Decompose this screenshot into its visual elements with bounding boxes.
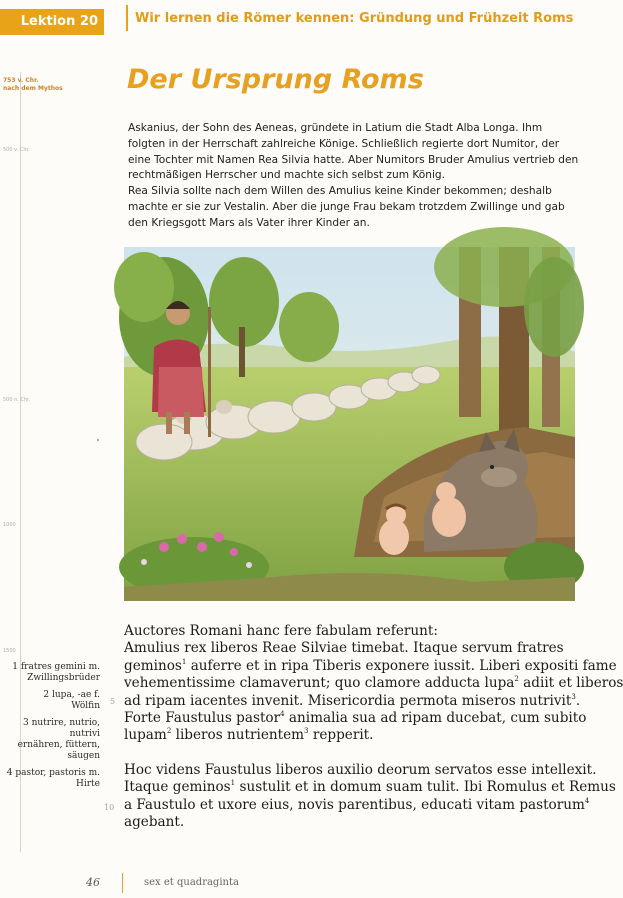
latin-text <box>124 623 623 831</box>
latin-line: Itaque geminos$^1$ sustulit et in domum suam tulit. Ibi Romulus et Remus <box>124 779 616 796</box>
header-divider <box>126 5 128 31</box>
footnote-marker: 2 <box>166 727 172 736</box>
latin-line: Hoc videns Faustulus liberos auxilio deorum servatos esse intellexit. <box>124 761 597 778</box>
footnote-marker: 1 <box>181 657 187 666</box>
timeline-tick: 1000 <box>3 522 16 528</box>
page-number-latin: sex et quadraginta <box>144 877 239 888</box>
vocab-gloss-2: 2 lupa, -ae f. Wölfin <box>43 690 100 711</box>
latin-line: vehementissime clamaverunt; quo clamore adducta lupa$^2$ adiit et liberos <box>124 675 623 692</box>
page-title: Der Ursprung Roms <box>127 64 424 95</box>
timeline-tick: 500 v. Chr. <box>3 147 30 153</box>
latin-line: lupam$^2$ liberos nutrientem$^3$ repperit. <box>124 727 374 744</box>
vocab-gloss-4: 4 pastor, pastoris m. Hirte <box>6 768 100 789</box>
latin-line: geminos$^1$ auferre et in ripa Tiberis exponere iussit. Liberi expositi fame <box>124 657 617 674</box>
latin-line: ad ripam iacentes invenit. Misericordia permota miseros nutrivit$^3$. <box>124 692 581 709</box>
timeline-tick: 1500 <box>3 648 16 654</box>
illustration-shepherd-wolf-twins <box>124 247 575 601</box>
latin-line: Amulius rex liberos Reae Silviae timebat. Itaque servum fratres <box>124 640 564 657</box>
vocab-gloss-3: 3 nutrire, nutrio, nutrivi ernähren, füttern, säugen <box>17 718 100 761</box>
latin-line: agebant. <box>124 814 185 831</box>
footnote-marker: 3 <box>304 727 309 736</box>
date-line-2: nach dem Mythos <box>3 85 63 92</box>
date-line-1: 753 v. Chr. <box>3 77 39 84</box>
footnote-marker: 3 <box>571 692 576 701</box>
german-paragraph-1: Askanius, der Sohn des Aeneas, gründete in Latium die Stadt Alba Longa. Ihm folgten in der Herrschaft zahlreiche Könige. Schließlich regierte dort Numitor, der eine Tochter mit Namen Rea Silvia hatte. Aber Numitors Bruder Amulius vertrieb den rechtmäßigen Herrscher und machte sich selbst zum König. <box>128 122 579 182</box>
illustration-svg <box>124 247 575 601</box>
footnote-marker: 2 <box>514 675 519 684</box>
timeline-date-marker <box>3 77 63 93</box>
margin-dot <box>97 439 99 441</box>
line-number: 10 <box>104 803 115 812</box>
page-number: 46 <box>86 876 100 889</box>
chapter-title: Wir lernen die Römer kennen: Gründung und Frühzeit Roms <box>135 11 574 26</box>
latin-line: Forte Faustulus pastor$^4$ animalia sua ad ripam ducebat, cum subito <box>124 710 587 727</box>
footnote-marker: 4 <box>584 796 590 805</box>
german-intro <box>128 121 580 232</box>
vocab-gloss-1: 1 fratres gemini m. Zwillingsbrüder <box>12 662 100 683</box>
timeline-tick: 500 n. Chr. <box>3 397 31 403</box>
german-paragraph-2: Rea Silvia sollte nach dem Willen des Amulius keine Kinder bekommen; deshalb machte er sie zur Vestalin. Aber die junge Frau bekam trotzdem Zwillinge und gab den Kriegsgott Mars als Vater ihrer Kinder an. <box>128 185 565 229</box>
latin-line: a Faustulo et uxore eius, novis parentibus, educati vitam pastorum$^4$ <box>124 796 590 813</box>
line-number: 5 <box>110 697 116 706</box>
footer-divider <box>122 873 123 893</box>
lesson-badge: Lektion 20 <box>0 9 104 35</box>
footnote-marker: 1 <box>230 779 236 788</box>
latin-line: Auctores Romani hanc fere fabulam referunt: <box>124 623 438 639</box>
footnote-marker: 4 <box>280 710 285 719</box>
